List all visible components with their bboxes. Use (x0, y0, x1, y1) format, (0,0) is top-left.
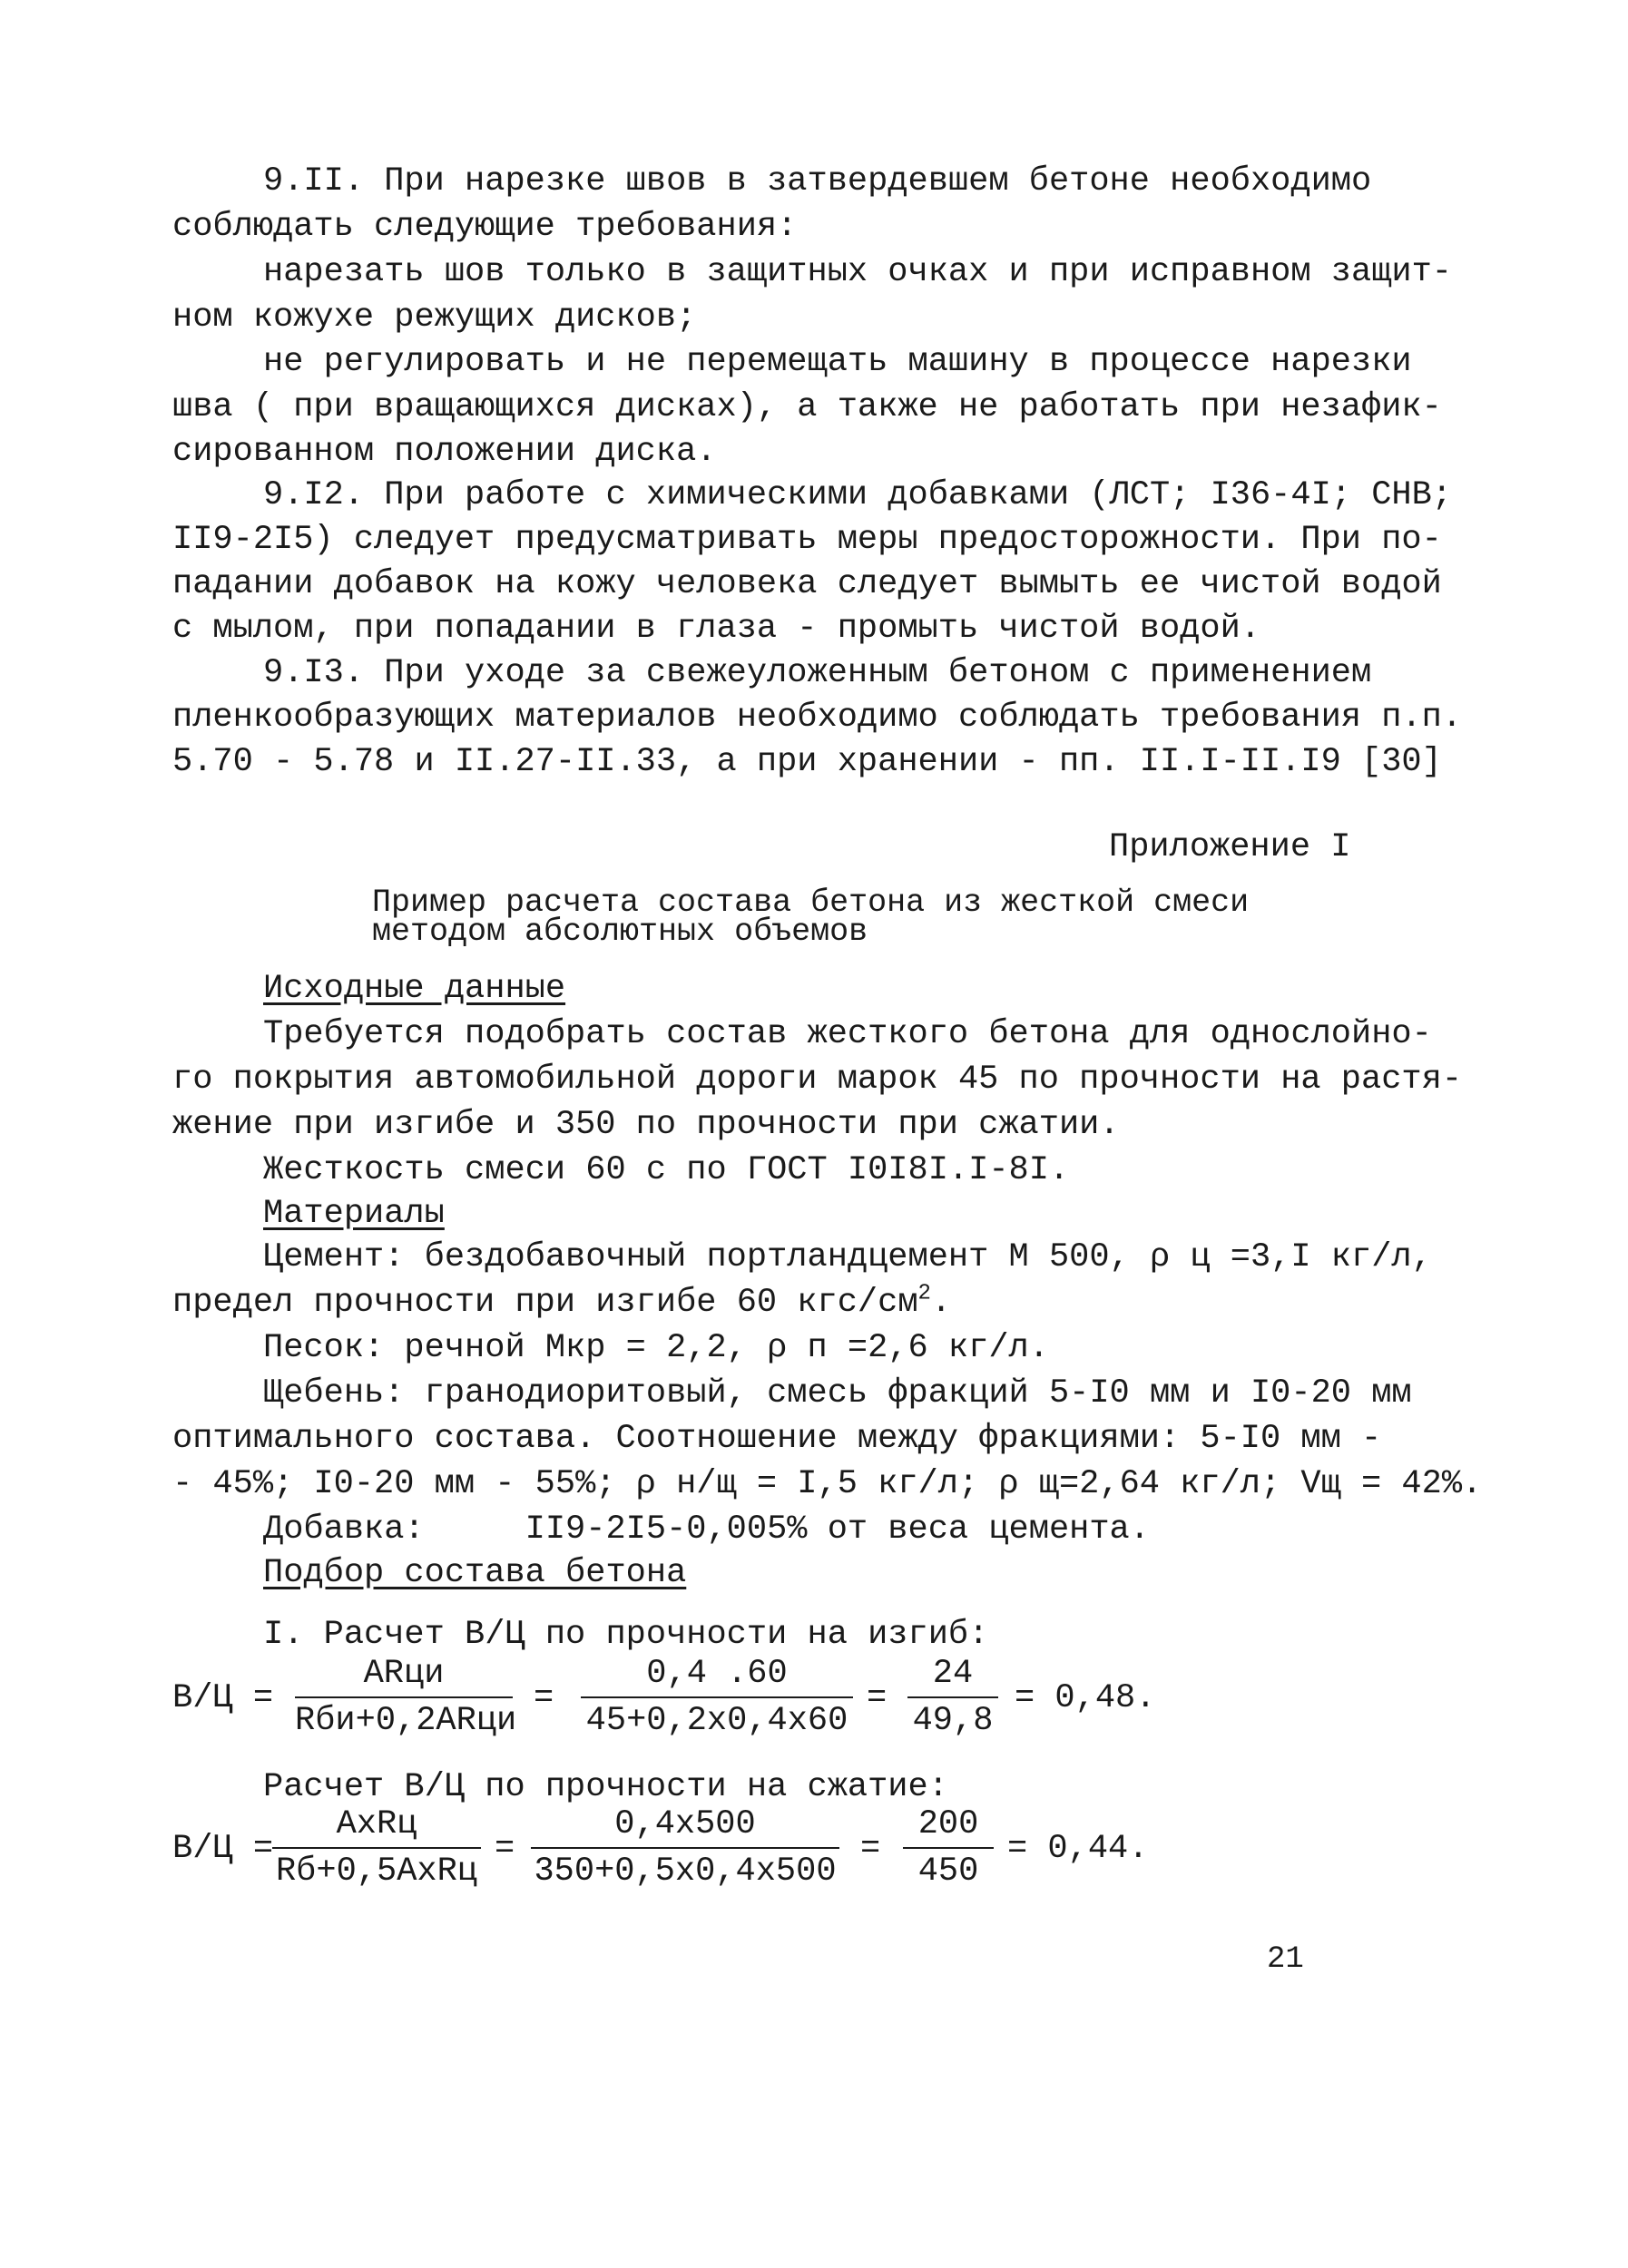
para-9-11-line-7: сированном положении диска. (172, 433, 717, 471)
gravel-line-1: Щебень: гранодиоритовый, смесь фракций 5-I0 мм и I0-20 мм (263, 1374, 1412, 1413)
cement-line-2 (172, 1281, 951, 1325)
formula-1-numerator-1: ARци (295, 1653, 513, 1698)
appendix-title-line-2: методом абсолютных объемов (372, 914, 868, 950)
heading-mix-selection: Подбор состава бетона (263, 1554, 687, 1592)
formula-2-fraction-3 (903, 1804, 994, 1892)
calc-step-1: I. Расчет В/Ц по прочности на изгиб: (263, 1616, 989, 1654)
heading-initial-data: Исходные данные (263, 970, 566, 1008)
formula-2-denominator-1: Rб+0,5AxRц (275, 1853, 478, 1891)
formula-2-fraction-1 (272, 1804, 481, 1892)
para-9-11-line-3: нарезать шов только в защитных очках и при исправном защит- (263, 253, 1453, 291)
formula-1-equals-2: = (867, 1679, 888, 1717)
formula-2-equals-1: = (495, 1830, 515, 1868)
para-9-13-line-1: 9.I3. При уходе за свежеуложенным бетоном с применением (263, 654, 1372, 692)
para-9-13-line-3: 5.70 - 5.78 и II.27-II.33, а при хранении - пп. II.I-II.I9 [30] (172, 743, 1442, 781)
para-9-12-line-3: падании добавок на кожу человека следует вымыть ее чистой водой (172, 565, 1442, 603)
page-number: 21 (1267, 1942, 1304, 1977)
formula-2-denominator-2: 350+0,5x0,4x500 (534, 1853, 837, 1891)
formula-2-denominator-3: 450 (917, 1853, 979, 1891)
para-9-11-line-4: ном кожухе режущих дисков; (172, 298, 697, 337)
formula-1-fraction-3 (907, 1653, 998, 1742)
additive-line: Добавка: II9-2I5-0,005% от веса цемента. (263, 1510, 1150, 1549)
formula-2-lhs: В/Ц = (172, 1830, 274, 1868)
formula-1-denominator-1: Rби+0,2ARци (295, 1702, 517, 1740)
formula-1-fraction-2 (581, 1653, 853, 1742)
appendix-title-line-1: Пример расчета состава бетона из жесткой смеси (372, 885, 1250, 921)
formula-2-numerator-2: 0,4x500 (531, 1804, 839, 1849)
para-9-11-line-1: 9.II. При нарезке швов в затвердевшем бетоне необходимо (263, 162, 1372, 200)
para-9-12-line-4: с мылом, при попадании в глаза - промыть чистой водой. (172, 610, 1260, 648)
formula-1-equals-1: = (534, 1679, 554, 1717)
formula-2-numerator-3: 200 (903, 1804, 994, 1849)
para-9-12-line-1: 9.I2. При работе с химическими добавками (ЛСТ; I36-4I; СНВ; (263, 476, 1453, 514)
cement-line-1: Цемент: бездобавочный портландцемент М 500, ρ ц =3,I кг/л, (263, 1238, 1432, 1276)
gravel-line-2: оптимального состава. Соотношение между фракциями: 5-I0 мм - (172, 1420, 1382, 1458)
formula-2-result: = 0,44. (1007, 1830, 1149, 1868)
formula-1-numerator-3: 24 (907, 1653, 998, 1698)
sand-line: Песок: речной Мкр = 2,2, ρ п =2,6 кг/л. (263, 1329, 1049, 1367)
formula-1-result: = 0,48. (1015, 1679, 1156, 1717)
formula-2-equals-2: = (860, 1830, 881, 1868)
initial-data-line-2: го покрытия автомобильной дороги марок 45 по прочности на растя- (172, 1061, 1463, 1099)
para-9-12-line-2: II9-2I5) следует предусматривать меры предосторожности. При по- (172, 521, 1442, 559)
formula-1-numerator-2: 0,4 .60 (581, 1653, 853, 1698)
formula-1-fraction-1 (295, 1653, 517, 1742)
para-9-11-line-2: соблюдать следующие требования: (172, 208, 798, 246)
initial-data-line-3: жение при изгибе и 350 по прочности при сжатии. (172, 1106, 1120, 1144)
initial-data-line-1: Требуется подобрать состав жесткого бетона для однослойно- (263, 1015, 1432, 1053)
cement-line-2-end: . (930, 1284, 952, 1322)
heading-materials: Материалы (263, 1195, 445, 1233)
para-9-13-line-2: пленкообразующих материалов необходимо соблюдать требования п.п. (172, 699, 1463, 737)
para-9-11-line-5: не регулировать и не перемещать машину в процессе нарезки (263, 343, 1412, 381)
appendix-label: Приложение I (1109, 828, 1351, 866)
formula-1-denominator-3: 49,8 (912, 1702, 994, 1740)
formula-2-numerator-1: AxRц (272, 1804, 481, 1849)
stiffness-line: Жесткость смеси 60 с по ГОСТ I0I8I.I-8I. (263, 1151, 1070, 1189)
gravel-line-3: - 45%; I0-20 мм - 55%; ρ н/щ = I,5 кг/л; ρ щ=2,64 кг/л; Vщ = 42%. (172, 1465, 1483, 1503)
formula-1-denominator-2: 45+0,2x0,4x60 (585, 1702, 848, 1740)
formula-1-lhs: В/Ц = (172, 1679, 274, 1717)
para-9-11-line-6: шва ( при вращающихся дисках), а также не работать при незафик- (172, 388, 1442, 426)
cement-unit-superscript: 2 (917, 1281, 931, 1306)
formula-2-fraction-2 (531, 1804, 839, 1892)
calc-step-2: Расчет В/Ц по прочности на сжатие: (263, 1768, 948, 1806)
cement-line-2-text: предел прочности при изгибе 60 кгс/см (172, 1284, 918, 1322)
